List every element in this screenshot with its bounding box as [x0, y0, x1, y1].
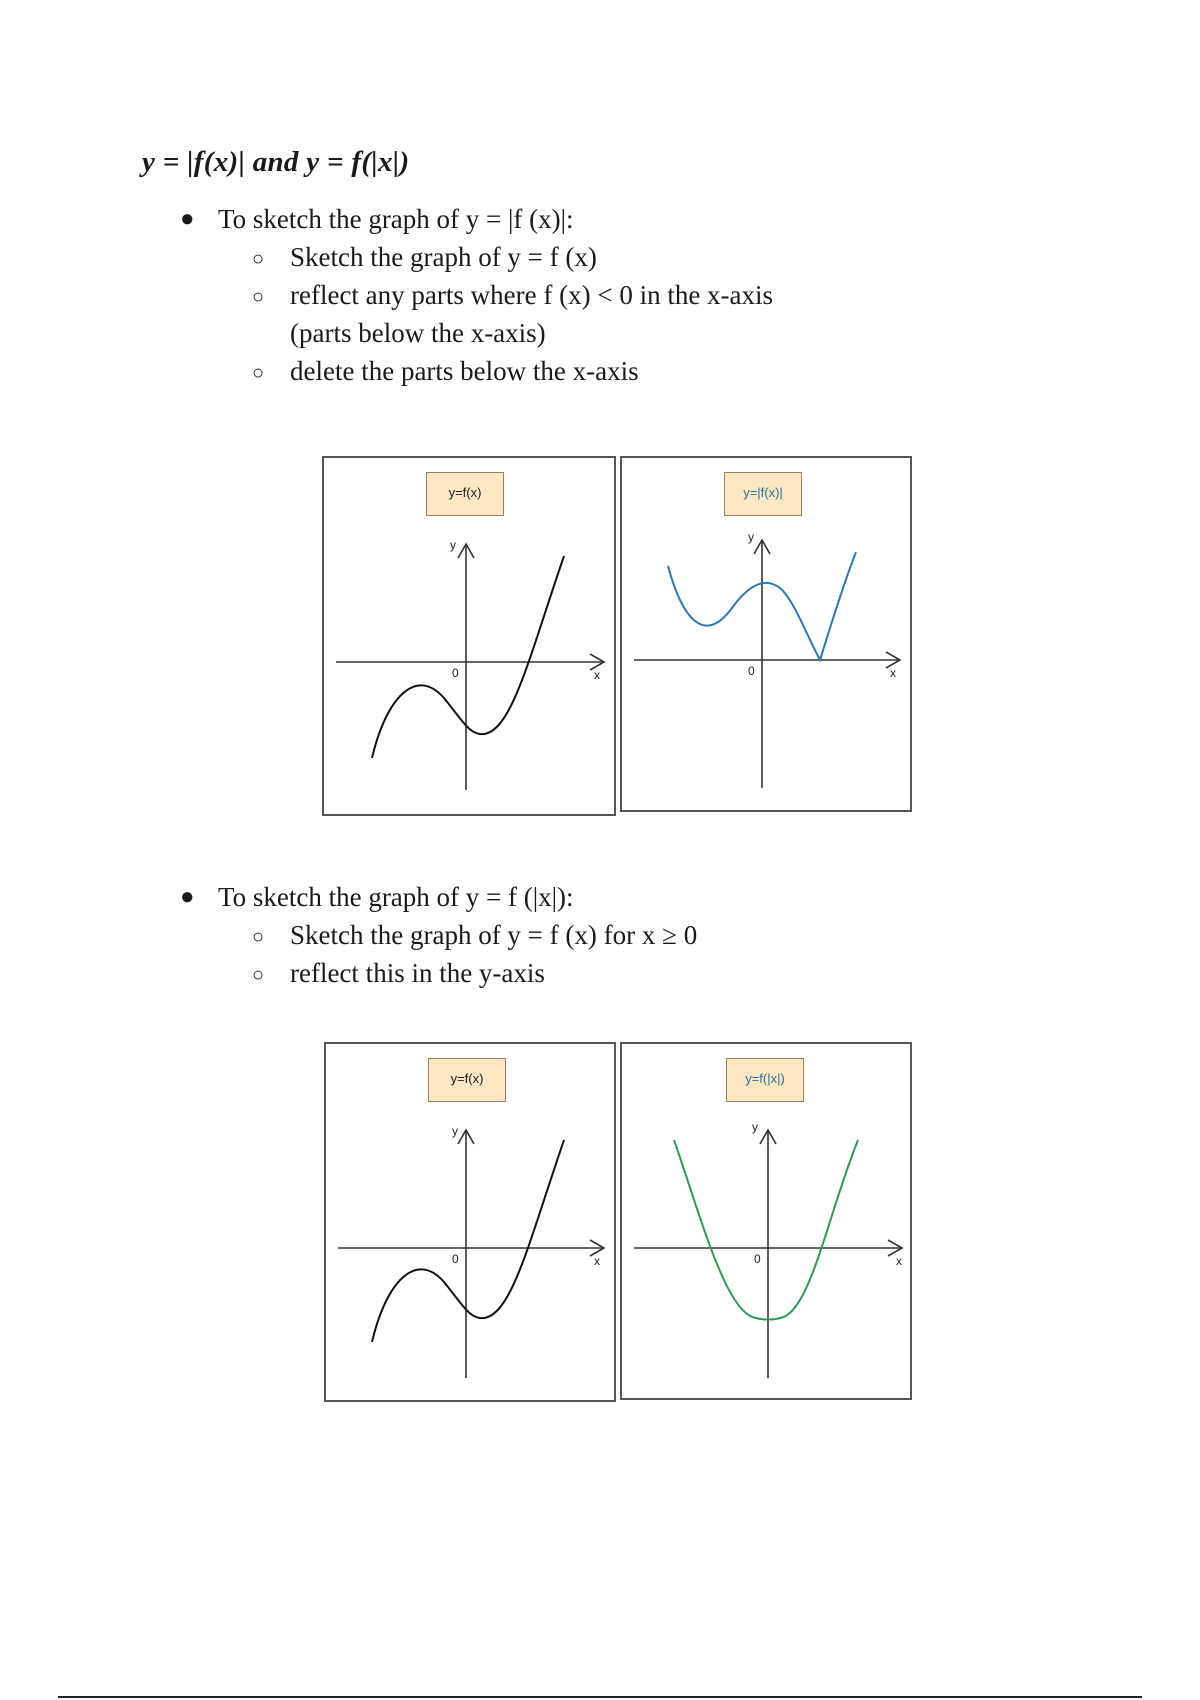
graph-label: y=f(|x|) [726, 1058, 804, 1102]
hollow-circle-icon: ○ [252, 286, 265, 308]
origin-label: 0 [452, 1252, 459, 1266]
graph-panel-f-2 [324, 1042, 616, 1402]
step-text: Sketch the graph of y = f (x) for x ≥ 0 [290, 920, 698, 950]
x-axis-label: x [890, 666, 896, 680]
x-axis-label: x [594, 1254, 600, 1268]
step-text: reflect this in the y-axis [290, 958, 545, 988]
graph-label: y=f(x) [428, 1058, 506, 1102]
curve-f-abs-x [674, 1140, 858, 1320]
bullet-dot-icon: ● [180, 206, 195, 232]
hollow-circle-icon: ○ [252, 362, 265, 384]
y-axis-label: y [752, 1120, 758, 1134]
step-text: Sketch the graph of y = f (x) [290, 242, 597, 272]
x-axis-label: x [594, 668, 600, 682]
curve-f [372, 1140, 564, 1342]
bullet-item-abs-f [180, 200, 574, 238]
footer-divider [58, 1696, 1142, 1698]
bullet-text: To sketch the graph of y = |f (x)|: [218, 204, 574, 234]
x-axis-label: x [896, 1254, 902, 1268]
origin-label: 0 [754, 1252, 761, 1266]
step-text: reflect any parts where f (x) < 0 in the x-axis [290, 280, 774, 310]
graph-label: y=f(x) [426, 472, 504, 516]
origin-label: 0 [452, 666, 459, 680]
sub-item-step-2 [252, 954, 545, 992]
bullet-item-f-abs-x [180, 878, 574, 916]
y-axis-label: y [450, 538, 456, 552]
sub-item-step-1 [252, 916, 698, 954]
hollow-circle-icon: ○ [252, 248, 265, 270]
step-continuation: (parts below the x-axis) [290, 318, 546, 348]
y-axis-label: y [748, 530, 754, 544]
graph-panel-abs-f [620, 456, 912, 812]
y-axis-label: y [452, 1124, 458, 1138]
step-text: delete the parts below the x-axis [290, 356, 639, 386]
page-title: y = |f(x)| and y = f(|x|) [142, 146, 410, 178]
bullet-text: To sketch the graph of y = f (|x|): [218, 882, 574, 912]
hollow-circle-icon: ○ [252, 926, 265, 948]
graph-panel-f [322, 456, 616, 816]
graph-panel-f-abs-x [620, 1042, 912, 1400]
sub-item-step-2 [252, 276, 774, 314]
sub-item-step-3 [252, 352, 639, 390]
hollow-circle-icon: ○ [252, 964, 265, 986]
curve-f [372, 556, 564, 758]
origin-label: 0 [748, 664, 755, 678]
bullet-dot-icon: ● [180, 884, 195, 910]
graph-label: y=|f(x)| [724, 472, 802, 516]
sub-item-step-1 [252, 238, 597, 276]
